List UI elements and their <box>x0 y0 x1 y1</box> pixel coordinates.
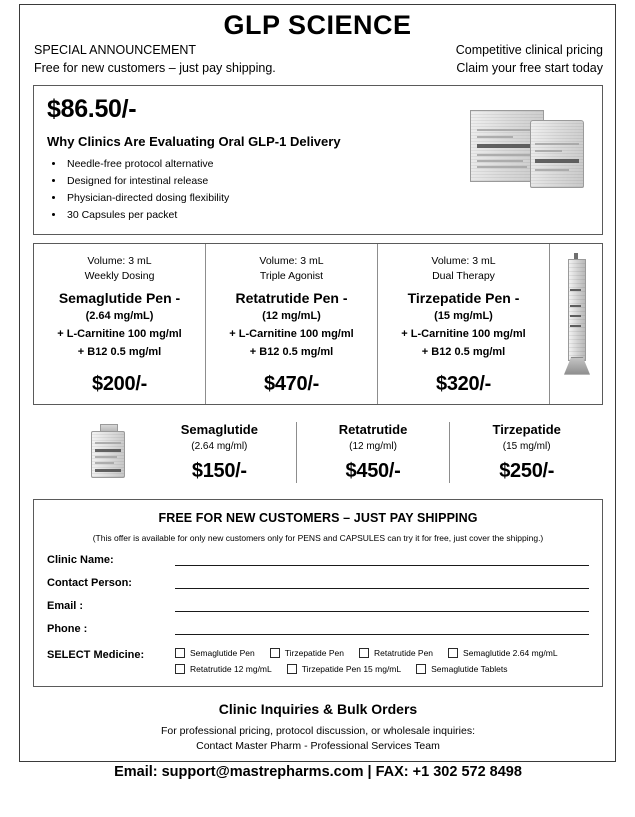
pen-barrel <box>568 259 586 361</box>
list-item: • Needle-free protocol alternative <box>65 156 590 173</box>
checkbox-tirzepatide-pen-15[interactable] <box>287 664 401 674</box>
header-left <box>34 41 276 77</box>
pen-additive-carnitine: + L-Carnitine 100 mg/ml <box>401 327 526 340</box>
field-label: Contact Person: <box>47 576 132 589</box>
medicine-options-row-1 <box>175 648 589 658</box>
vial-photo-column <box>33 416 143 490</box>
checkbox-icon[interactable] <box>359 648 369 658</box>
contact-person-input[interactable] <box>175 575 589 589</box>
pen-additive-carnitine: + L-Carnitine 100 mg/ml <box>57 327 182 340</box>
field-contact-person <box>47 575 589 589</box>
flyer-frame <box>19 4 616 781</box>
pen-name: Retatrutide Pen - <box>235 290 348 307</box>
footer-section <box>33 701 603 781</box>
pen-mode: Triple Agonist <box>259 270 324 283</box>
special-announcement-label: SPECIAL ANNOUNCEMENT <box>34 43 197 58</box>
pen-additive-b12: + B12 0.5 mg/ml <box>77 345 162 358</box>
checkbox-icon[interactable] <box>270 648 280 658</box>
field-label: Clinic Name: <box>47 553 114 566</box>
footer-line-2: Contact Master Pharm - Professional Services Team <box>196 740 440 753</box>
vial-name: Tirzepatide <box>492 422 561 438</box>
pen-concentration: (2.64 mg/mL) <box>85 310 154 323</box>
capsule-promo-box <box>33 85 603 235</box>
pen-additive-b12: + B12 0.5 mg/ml <box>249 345 334 358</box>
pen-card-semaglutide <box>34 244 205 404</box>
list-item: • Designed for intestinal release <box>65 173 590 190</box>
checkbox-icon[interactable] <box>448 648 458 658</box>
checkbox-semaglutide-tablets[interactable] <box>416 664 507 674</box>
pen-card-retatrutide <box>205 244 377 404</box>
vial-card-tirzepatide <box>449 422 603 483</box>
field-email <box>47 598 589 612</box>
pen-concentration: (12 mg/mL) <box>262 310 321 323</box>
checkbox-label: Semaglutide Tablets <box>431 663 508 674</box>
footer-line-1: For professional pricing, protocol discussion, or wholesale inquiries: <box>161 724 475 737</box>
pen-volume: Volume: 3 mL <box>87 254 152 267</box>
clinic-name-input[interactable] <box>175 552 589 566</box>
vial-card-retatrutide <box>296 422 450 483</box>
vial-price: $250/- <box>499 460 555 483</box>
pen-photo-column <box>549 244 602 404</box>
checkbox-icon[interactable] <box>416 664 426 674</box>
checkbox-label: Retatrutide 12 mg/mL <box>190 663 272 674</box>
field-label: Email : <box>47 599 84 612</box>
checkbox-icon[interactable] <box>175 664 185 674</box>
checkbox-icon[interactable] <box>175 648 185 658</box>
pen-name: Tirzepatide Pen - <box>407 290 520 307</box>
vial-price: $150/- <box>191 460 247 483</box>
capsule-price: $86.50/- <box>47 94 137 123</box>
checkbox-retatrutide-12[interactable] <box>175 664 272 674</box>
order-form-box <box>33 499 603 687</box>
list-item: • 30 Capsules per packet <box>65 207 590 224</box>
capsule-product-photo <box>468 100 590 192</box>
header-right <box>456 41 603 77</box>
email-field[interactable] <box>175 598 589 612</box>
checkbox-icon[interactable] <box>287 664 297 674</box>
footer-contact: Email: support@mastrepharms.com | FAX: +1 302 572 8498 <box>114 764 522 781</box>
checkbox-semaglutide-pen[interactable] <box>175 648 255 658</box>
form-title: FREE FOR NEW CUSTOMERS – JUST PAY SHIPPING <box>158 510 478 525</box>
checkbox-retatrutide-pen[interactable] <box>359 648 433 658</box>
medicine-options <box>175 648 589 674</box>
select-medicine-row <box>47 648 589 674</box>
checkbox-label: Tirzepatide Pen 15 mg/mL <box>301 663 402 674</box>
field-phone <box>47 621 589 635</box>
pen-price: $320/- <box>436 372 491 395</box>
vial-concentration: (12 mg/ml) <box>349 441 397 453</box>
pen-price: $470/- <box>264 372 319 395</box>
capsule-subheading: Why Clinics Are Evaluating Oral GLP-1 Delivery <box>47 133 341 149</box>
checkbox-tirzepatide-pen[interactable] <box>270 648 344 658</box>
pen-comparison-section <box>33 243 603 405</box>
checkbox-label: Tirzepatide Pen <box>284 647 344 658</box>
capsule-bottle-image <box>530 120 584 188</box>
vial-card-semaglutide <box>143 422 296 483</box>
list-item: • Physician-directed dosing flexibility <box>65 190 590 207</box>
checkbox-label: Semaglutide Pen <box>190 647 255 658</box>
field-label: Phone : <box>47 622 88 635</box>
checkbox-semaglutide-264[interactable] <box>448 648 558 658</box>
pricing-tagline: Competitive clinical pricing <box>455 43 603 58</box>
pen-price: $200/- <box>92 372 147 395</box>
select-medicine-label: SELECT Medicine: <box>47 648 145 661</box>
vial-price: $450/- <box>345 460 401 483</box>
pen-mode: Weekly Dosing <box>84 270 155 283</box>
free-shipping-tagline: Free for new customers – just pay shipping. <box>34 61 276 76</box>
phone-input[interactable] <box>175 621 589 635</box>
free-start-tagline: Claim your free start today <box>456 61 603 76</box>
vial-name: Retatrutide <box>338 422 408 438</box>
vial-body <box>91 431 125 478</box>
vial-concentration: (2.64 mg/ml) <box>191 441 248 453</box>
pen-additive-carnitine: + L-Carnitine 100 mg/ml <box>229 327 354 340</box>
pen-name: Semaglutide Pen - <box>58 290 181 307</box>
checkbox-label: Semaglutide 2.64 mg/mL <box>463 647 558 658</box>
medicine-options-row-2 <box>175 664 589 674</box>
vial-concentration: (15 mg/ml) <box>502 441 551 453</box>
pen-additive-b12: + B12 0.5 mg/ml <box>421 345 506 358</box>
footer-title: Clinic Inquiries & Bulk Orders <box>218 700 418 717</box>
header-row <box>28 41 607 77</box>
vial-image <box>91 424 125 478</box>
field-clinic-name <box>47 552 589 566</box>
form-note: (This offer is available for only new customers only for PENS and CAPSULES can try it for free, just cover the shipping.) <box>92 532 544 543</box>
vial-name: Semaglutide <box>180 422 258 438</box>
pen-mode: Dual Therapy <box>432 270 495 283</box>
injector-pen-image <box>563 253 589 377</box>
pen-card-tirzepatide <box>377 244 549 404</box>
page-title: GLP SCIENCE <box>223 10 412 40</box>
checkbox-label: Retatrutide Pen <box>373 647 434 658</box>
pen-concentration: (15 mg/mL) <box>434 310 493 323</box>
pen-volume: Volume: 3 mL <box>431 254 496 267</box>
vial-price-row <box>33 416 603 490</box>
pen-volume: Volume: 3 mL <box>259 254 324 267</box>
